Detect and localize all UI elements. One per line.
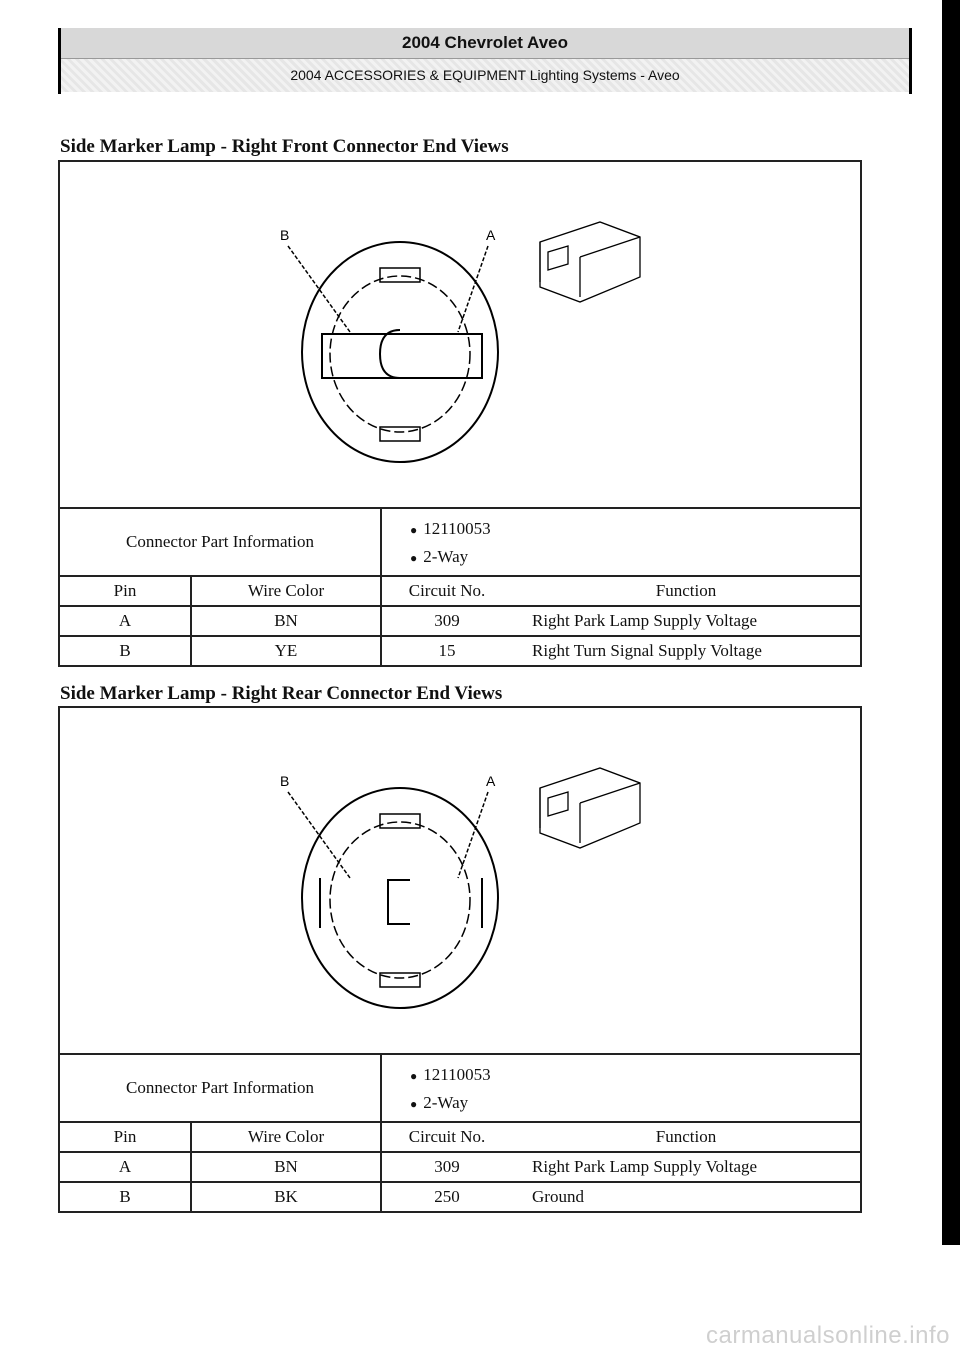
header-title: 2004 Chevrolet Aveo: [61, 28, 909, 59]
col-pin: Pin: [60, 1122, 191, 1152]
watermark: carmanualsonline.info: [706, 1322, 950, 1349]
cpi-list: [381, 509, 860, 576]
bullet-icon: ●: [410, 551, 418, 566]
cpi-item: ● 12110053: [410, 1065, 491, 1084]
col-wire-color: Wire Color: [191, 576, 381, 606]
table-row: B BK 250 Ground: [60, 1182, 860, 1211]
page-header: [58, 28, 912, 94]
col-circuit: Circuit No.: [381, 576, 512, 606]
table-header-row: [60, 576, 860, 606]
header-subtitle: 2004 ACCESSORIES & EQUIPMENT Lighting Systems - Aveo: [61, 59, 909, 92]
col-circuit: Circuit No.: [381, 1122, 512, 1152]
connector-end-view-diagram: [60, 162, 860, 507]
table-row: A BN 309 Right Park Lamp Supply Voltage: [60, 606, 860, 636]
connector-figure-front: [60, 162, 860, 509]
connector-end-view-diagram: [60, 708, 860, 1053]
section-title-front: Side Marker Lamp - Right Front Connector End Views: [60, 136, 509, 157]
callout-a: A: [486, 227, 496, 243]
section-title-rear: Side Marker Lamp - Right Rear Connector End Views: [60, 683, 503, 704]
table-row: B YE 15 Right Turn Signal Supply Voltage: [60, 636, 860, 665]
col-wire-color: Wire Color: [191, 1122, 381, 1152]
cpi-item: ● 12110053: [410, 519, 491, 538]
connector-table-rear: [60, 1055, 860, 1211]
col-pin: Pin: [60, 576, 191, 606]
table-header-row: [60, 1122, 860, 1152]
cpi-label: Connector Part Information: [60, 1055, 381, 1122]
callout-a: A: [486, 773, 496, 789]
col-function: Function: [512, 576, 860, 606]
col-function: Function: [512, 1122, 860, 1152]
section-front: [58, 160, 862, 667]
connector-figure-rear: [60, 708, 860, 1055]
bullet-icon: ●: [410, 1069, 418, 1084]
cpi-label: Connector Part Information: [60, 509, 381, 576]
table-row: A BN 309 Right Park Lamp Supply Voltage: [60, 1152, 860, 1182]
bullet-icon: ●: [410, 523, 418, 538]
cpi-item: ● 2-Way: [410, 547, 469, 566]
connector-table-front: [60, 509, 860, 665]
cpi-list: [381, 1055, 860, 1122]
page-edge-bar: [942, 0, 960, 1245]
callout-b: B: [280, 773, 290, 789]
bullet-icon: ●: [410, 1097, 418, 1112]
section-rear: [58, 706, 862, 1213]
callout-b: B: [280, 227, 290, 243]
cpi-item: ● 2-Way: [410, 1093, 469, 1112]
